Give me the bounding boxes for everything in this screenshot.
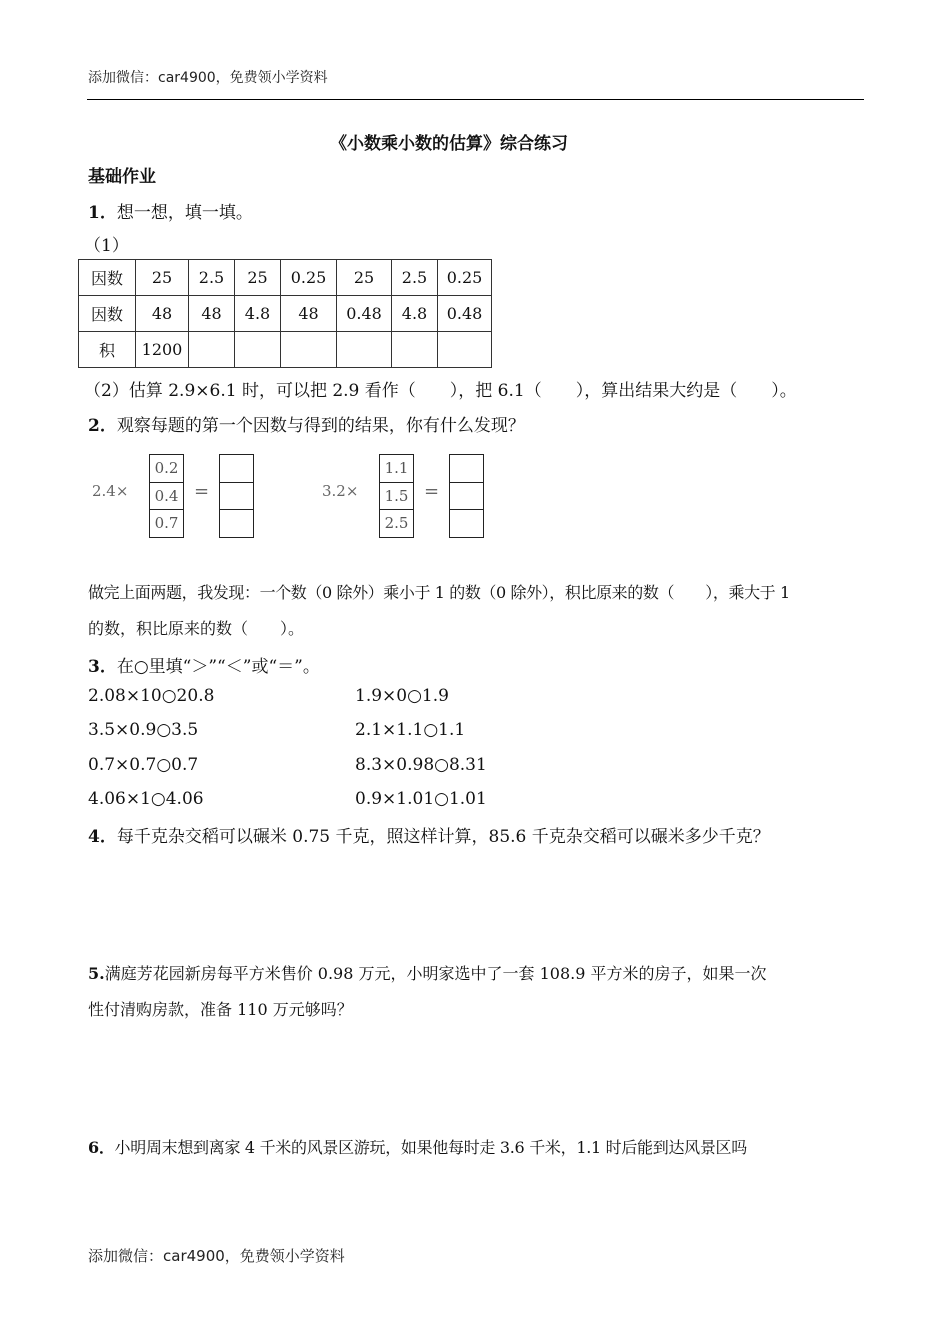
comparison-item: 0.7×0.7○0.7 (88, 755, 199, 775)
left-factor: 2.4× (92, 482, 129, 500)
question-5-number: 5. (88, 964, 105, 983)
answer-cell[interactable] (438, 332, 492, 368)
table-row (79, 332, 492, 368)
stack-value: 1.5 (380, 482, 413, 510)
question-6 (88, 1135, 747, 1158)
question-3 (88, 652, 320, 677)
finding-line-1: 做完上面两题，我发现：一个数（0 除外）乘小于 1 的数（0 除外），积比原来的数（ ），乘大于 1 (88, 583, 790, 602)
table-cell: 因数 (79, 296, 136, 332)
section-heading: 基础作业 (88, 167, 156, 187)
comparison-item: 1.9×0○1.9 (355, 686, 449, 706)
comparison-item: 4.06×1○4.06 (88, 789, 204, 809)
question-1-number: 1． (88, 203, 117, 223)
question-1 (88, 198, 253, 223)
stack-value: 0.7 (150, 509, 183, 537)
comparison-item: 2.1×1.1○1.1 (355, 720, 466, 740)
table-cell: 25 (136, 260, 189, 296)
table-cell: 48 (281, 296, 337, 332)
answer-box[interactable] (450, 509, 483, 537)
question-2 (88, 411, 525, 436)
answer-cell[interactable] (189, 332, 235, 368)
question-2-text: 观察每题的第一个因数与得到的结果，你有什么发现？ (116, 416, 525, 436)
table-row (79, 260, 492, 296)
table-cell: 25 (337, 260, 392, 296)
answer-box[interactable] (220, 509, 253, 537)
table-cell: 0.48 (438, 296, 492, 332)
stack-value: 1.1 (384, 459, 409, 477)
left-value-stack (149, 454, 184, 538)
question-1-text: 想一想，填一填。 (116, 203, 253, 223)
question-2-number: 2． (88, 416, 117, 436)
question-6-number: 6． (88, 1138, 115, 1157)
header-rule (87, 99, 864, 100)
table-cell: 0.48 (337, 296, 392, 332)
finding-line-2: 的数，积比原来的数（ ）。 (88, 619, 305, 638)
answer-box[interactable] (220, 482, 253, 510)
table-cell: 因数 (79, 260, 136, 296)
table-cell: 25 (235, 260, 281, 296)
answer-box[interactable] (450, 482, 483, 510)
comparison-item: 3.5×0.9○3.5 (88, 720, 199, 740)
question-1-sub2: （2）估算 2.9×6.1 时，可以把 2.9 看作（ ），把 6.1（ ），算出结果大约是（ ）。 (84, 381, 797, 401)
question-5-line-2: 性付清购房款，准备 110 万元够吗？ (88, 1000, 353, 1019)
stack-value: 2.5 (380, 509, 413, 537)
answer-box[interactable] (220, 455, 253, 482)
stack-value: 0.4 (150, 482, 183, 510)
question-5-text: 满庭芳花园新房每平方米售价 0.98 万元，小明家选中了一套 108.9 平方米的房子，如果一次 (104, 964, 767, 983)
left-answer-stack (219, 454, 254, 538)
right-answer-stack (449, 454, 484, 538)
table-cell: 4.8 (235, 296, 281, 332)
table-cell: 48 (189, 296, 235, 332)
factor-table (78, 259, 492, 368)
right-value-stack (379, 454, 414, 538)
comparison-item: 0.9×1.01○1.01 (355, 789, 487, 809)
right-equals: = (424, 481, 440, 502)
table-cell: 1200 (136, 332, 189, 368)
right-factor: 3.2× (322, 482, 359, 500)
table-cell: 2.5 (189, 260, 235, 296)
comparison-item: 2.08×10○20.8 (88, 686, 215, 706)
header-text: 添加微信：car4900，免费领小学资料 (88, 70, 328, 86)
answer-box[interactable] (450, 455, 483, 482)
table-cell: 4.8 (392, 296, 438, 332)
table-row (79, 296, 492, 332)
stack-value: 0.2 (154, 459, 179, 477)
question-4-number: 4． (88, 827, 117, 847)
question-6-text: 小明周末想到离家 4 千米的风景区游玩，如果他每时走 3.6 千米，1.1 时后能到达风景区吗 (114, 1138, 747, 1157)
table-cell: 0.25 (281, 260, 337, 296)
page-title: 《小数乘小数的估算》综合练习 (330, 134, 568, 154)
question-3-number: 3． (88, 657, 117, 677)
answer-cell[interactable] (281, 332, 337, 368)
table-cell: 2.5 (392, 260, 438, 296)
question-3-text: 在○里填“＞”“＜”或“＝”。 (116, 657, 320, 677)
question-1-sub1: （1） (84, 236, 129, 256)
question-5-line-1 (88, 961, 766, 984)
table-cell: 48 (136, 296, 189, 332)
footer-text: 添加微信：car4900，免费领小学资料 (88, 1247, 345, 1265)
answer-cell[interactable] (337, 332, 392, 368)
table-cell: 积 (79, 332, 136, 368)
left-equals: = (194, 481, 210, 502)
answer-cell[interactable] (235, 332, 281, 368)
question-4-text: 每千克杂交稻可以碾米 0.75 千克，照这样计算，85.6 千克杂交稻可以碾米多少千克？ (116, 827, 770, 847)
comparison-item: 8.3×0.98○8.31 (355, 755, 487, 775)
answer-cell[interactable] (392, 332, 438, 368)
table-cell: 0.25 (438, 260, 492, 296)
question-4 (88, 822, 770, 847)
